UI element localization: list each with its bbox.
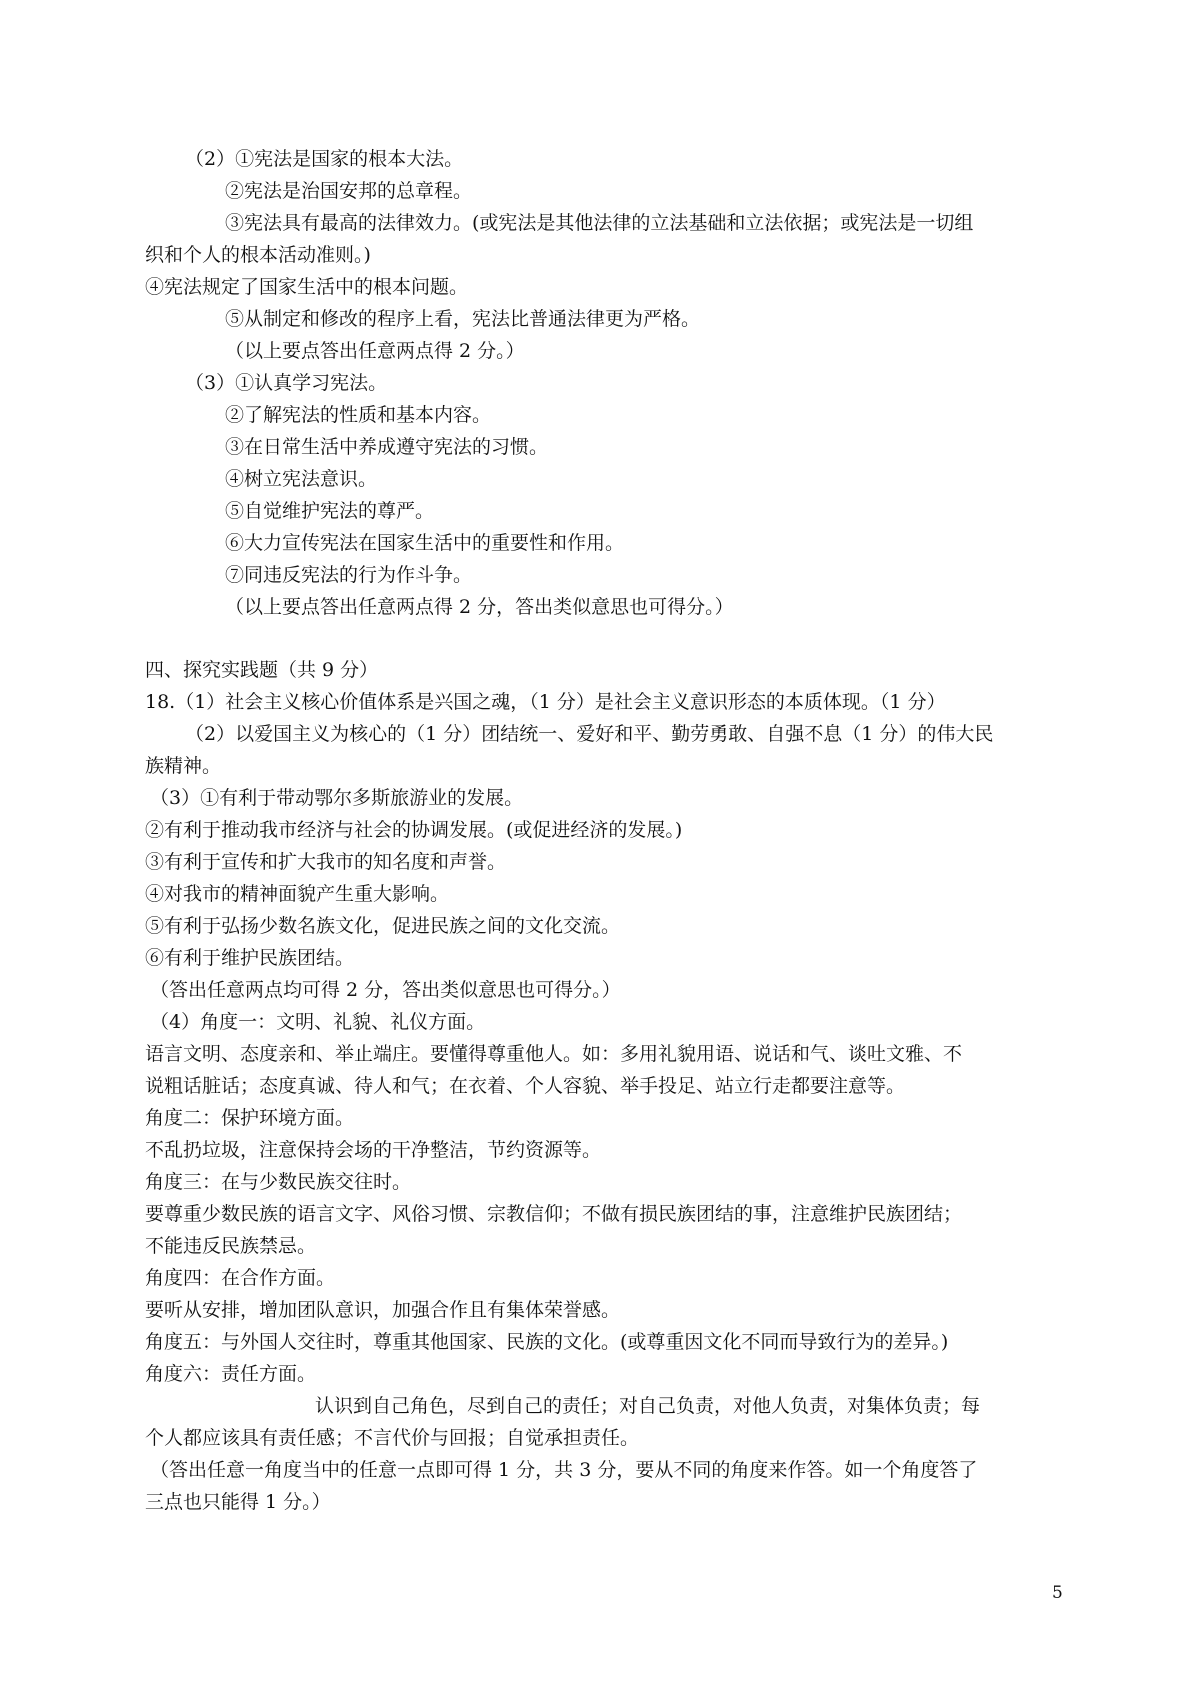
text-line: （以上要点答出任意两点得 2 分。） [225, 340, 525, 362]
text-line: ③在日常生活中养成遵守宪法的习惯。 [225, 436, 549, 458]
section-heading: 四、探究实践题（共 9 分） [145, 659, 379, 681]
text-line: ②了解宪法的性质和基本内容。 [225, 404, 492, 426]
text-line: ⑥有利于维护民族团结。 [145, 947, 355, 969]
text-line: ③有利于宣传和扩大我市的知名度和声誉。 [145, 851, 507, 873]
text-line: 角度六：责任方面。 [145, 1363, 317, 1385]
page-number: 5 [1052, 1583, 1063, 1603]
text-line: （3）①认真学习宪法。 [185, 372, 388, 394]
text-line: 要听从安排，增加团队意识，加强合作且有集体荣誉感。 [145, 1299, 621, 1321]
text-line: （2）以爱国主义为核心的（1 分）团结统一、爱好和平、勤劳勇敢、自强不息（1 分）的伟大民 [185, 723, 994, 745]
text-line: 语言文明、态度亲和、举止端庄。要懂得尊重他人。如：多用礼貌用语、说话和气、谈吐文雅、不 [145, 1043, 963, 1065]
text-line: 不乱扔垃圾，注意保持会场的干净整洁，节约资源等。 [145, 1139, 602, 1161]
text-line: 角度二：保护环境方面。 [145, 1107, 355, 1129]
text-line: 角度四：在合作方面。 [145, 1267, 336, 1289]
text-line: 角度五：与外国人交往时，尊重其他国家、民族的文化。(或尊重因文化不同而导致行为的差异。) [145, 1331, 949, 1353]
text-line: ⑤从制定和修改的程序上看，宪法比普通法律更为严格。 [225, 308, 701, 330]
text-line: （4）角度一：文明、礼貌、礼仪方面。 [150, 1011, 486, 1033]
text-line: ②有利于推动我市经济与社会的协调发展。(或促进经济的发展。) [145, 819, 683, 841]
text-line: 个人都应该具有责任感；不言代价与回报；自觉承担责任。 [145, 1427, 640, 1449]
text-line: （答出任意一角度当中的任意一点即可得 1 分，共 3 分，要从不同的角度来作答。如一个角度答了 [150, 1459, 978, 1481]
text-line: 18.（1）社会主义核心价值体系是兴国之魂，（1 分）是社会主义意识形态的本质体现。（1 分） [145, 691, 946, 713]
text-line: 三点也只能得 1 分。） [145, 1491, 331, 1513]
text-line: ③宪法具有最高的法律效力。(或宪法是其他法律的立法基础和立法依据；或宪法是一切组 [225, 212, 974, 234]
text-line: 织和个人的根本活动准则。) [145, 244, 371, 266]
text-line: ⑦同违反宪法的行为作斗争。 [225, 564, 473, 586]
text-line: 不能违反民族禁忌。 [145, 1235, 317, 1257]
text-line: ④宪法规定了国家生活中的根本问题。 [145, 276, 469, 298]
text-line: （2）①宪法是国家的根本大法。 [185, 148, 464, 170]
text-line: ⑥大力宣传宪法在国家生活中的重要性和作用。 [225, 532, 625, 554]
text-line: ④树立宪法意识。 [225, 468, 378, 490]
text-line: 角度三：在与少数民族交往时。 [145, 1171, 412, 1193]
text-line: 认识到自己角色，尽到自己的责任；对自己负责，对他人负责，对集体负责；每 [315, 1395, 981, 1417]
text-line: 说粗话脏话；态度真诚、待人和气；在衣着、个人容貌、举手投足、站立行走都要注意等。 [145, 1075, 906, 1097]
text-line: （3）①有利于带动鄂尔多斯旅游业的发展。 [150, 787, 524, 809]
text-line: ②宪法是治国安邦的总章程。 [225, 180, 473, 202]
text-line: 要尊重少数民族的语言文字、风俗习惯、宗教信仰；不做有损民族团结的事，注意维护民族团结； [145, 1203, 963, 1225]
text-line: （答出任意两点均可得 2 分，答出类似意思也可得分。） [150, 979, 621, 1001]
text-line: ⑤自觉维护宪法的尊严。 [225, 500, 435, 522]
text-line: 族精神。 [145, 755, 222, 777]
text-line: （以上要点答出任意两点得 2 分，答出类似意思也可得分。） [225, 596, 734, 618]
text-line: ④对我市的精神面貌产生重大影响。 [145, 883, 450, 905]
text-line: ⑤有利于弘扬少数名族文化，促进民族之间的文化交流。 [145, 915, 621, 937]
